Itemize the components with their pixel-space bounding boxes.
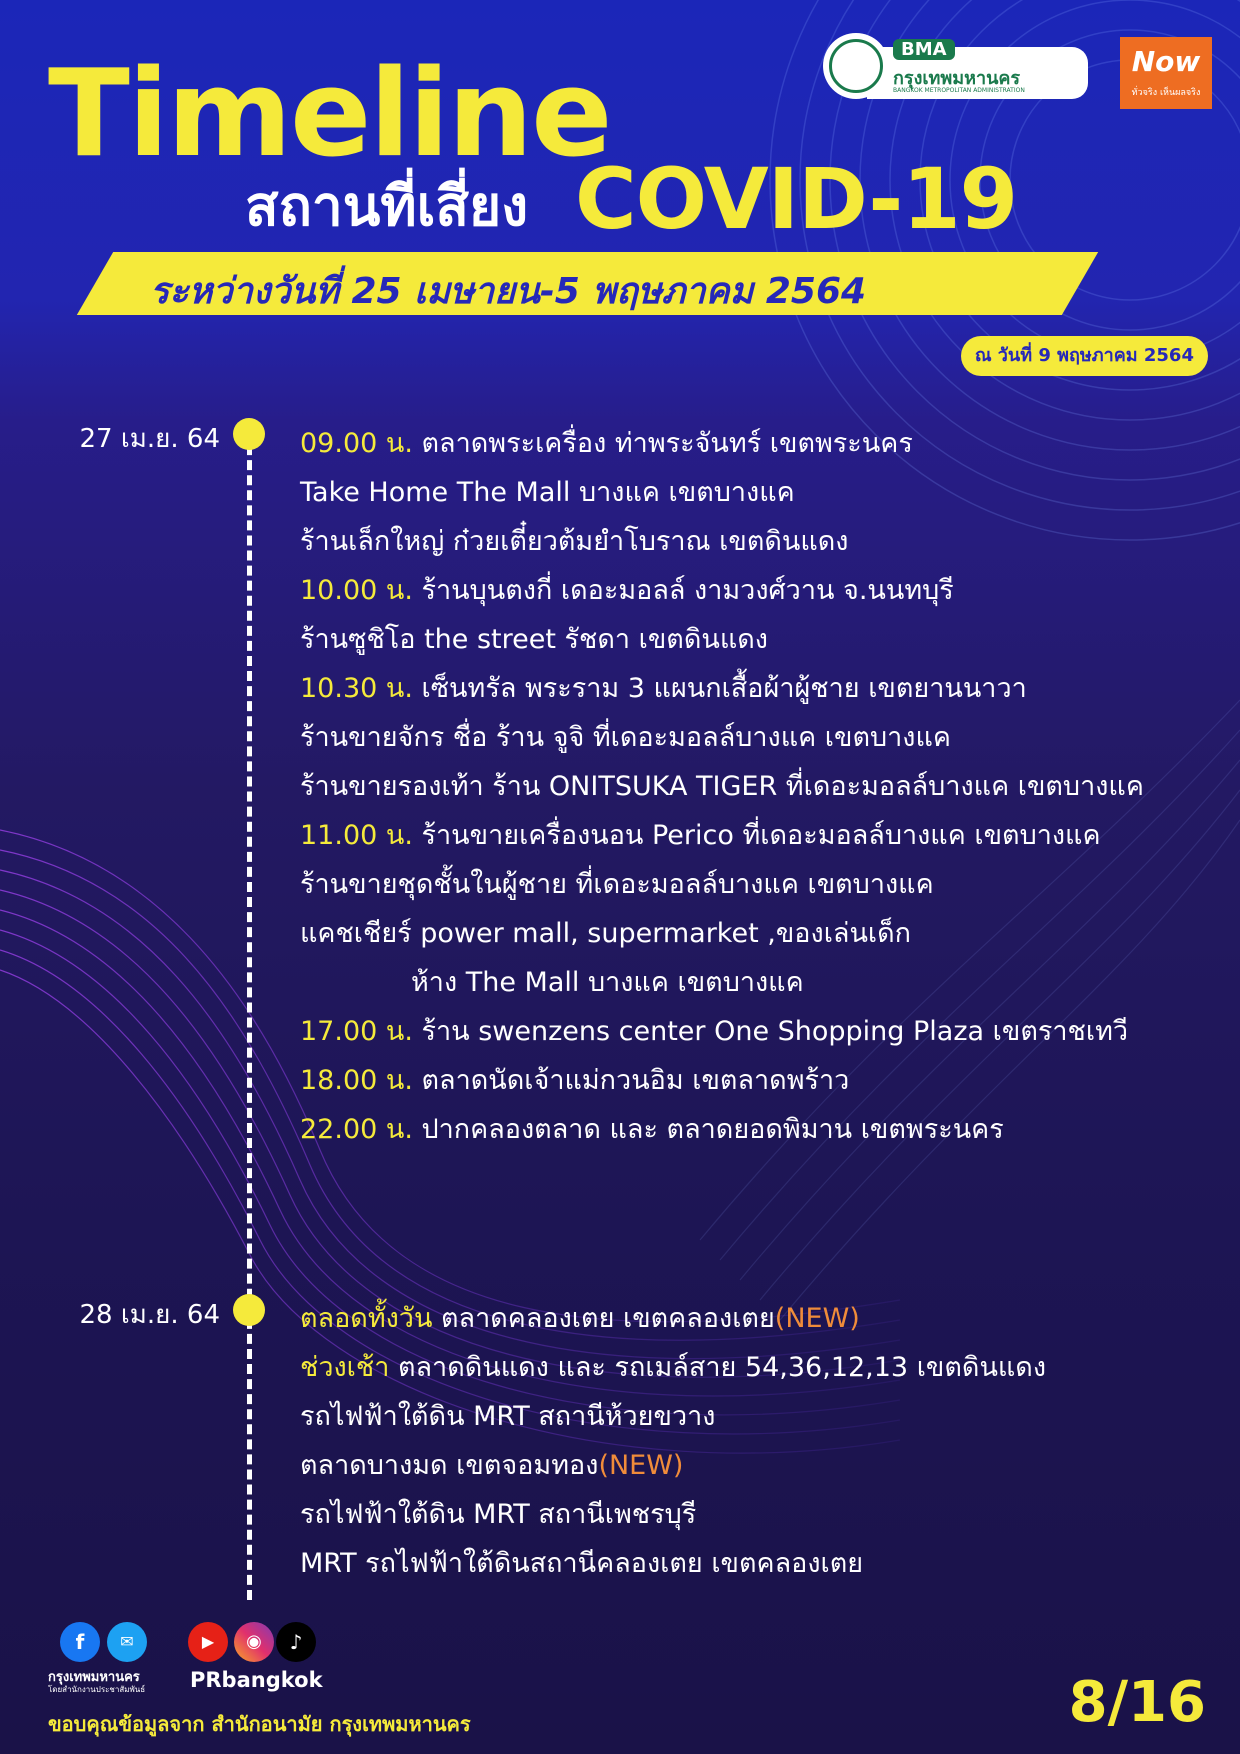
timeline-dot-1	[233, 418, 265, 450]
entry-line	[300, 568, 954, 611]
entry-line: MRT รถไฟฟ้าใต้ดินสถานีคลองเตย เขตคลองเตย	[300, 1548, 864, 1579]
entry-line	[300, 666, 1027, 709]
entry-line	[300, 1296, 860, 1339]
entry-text: ตลาดนัดเจ้าแม่กวนอิม เขตลาดพร้าว	[412, 1065, 850, 1096]
entry-line: ร้านเล็กใหญ่ ก๋วยเตี๋ยวต้มยำโบราณ เขตดินแดง	[300, 526, 849, 557]
subtitle-covid: COVID-19	[575, 150, 1018, 248]
entry-line: ร้านขายชุดชั้นในผู้ชาย ที่เดอะมอลล์บางแค เขตบางแค	[300, 869, 934, 900]
instagram-icon[interactable]: ◉	[234, 1622, 274, 1662]
entry-line: รถไฟฟ้าใต้ดิน MRT สถานีเพชรบุรี	[300, 1499, 697, 1530]
facebook-icon[interactable]: f	[60, 1622, 100, 1662]
timeline-dashed-line	[247, 430, 252, 1600]
entry-line: ร้านซูชิโอ the street รัชดา เขตดินแดง	[300, 624, 768, 655]
timeline-date-1: 27 เม.ย. 64	[79, 424, 220, 454]
entry-line	[300, 1107, 1004, 1150]
bma-name-thai: กรุงเทพมหานคร	[893, 68, 1021, 89]
entry-text: เซ็นทรัล พระราม 3 แผนกเสื้อผ้าผู้ชาย เขตยานนาวา	[412, 673, 1027, 704]
entry-line	[300, 813, 1101, 856]
entry-line	[300, 1009, 1128, 1052]
youtube-icon[interactable]: ▶	[188, 1622, 228, 1662]
entry-line: ห้าง The Mall บางแค เขตบางแค	[411, 967, 804, 998]
now-logo	[1120, 37, 1212, 109]
timeline-dot-2	[233, 1294, 265, 1326]
entry-line	[300, 421, 913, 464]
twitter-icon[interactable]: ✉	[107, 1622, 147, 1662]
bma-name-english: BANGKOK METROPOLITAN ADMINISTRATION	[893, 87, 1025, 94]
footer-gov-name: กรุงเทพมหานคร	[48, 1670, 140, 1685]
entry-line	[300, 1443, 683, 1486]
page-number: 8/16	[1068, 1670, 1206, 1735]
entry-time: 10.30 น.	[300, 673, 413, 704]
new-badge: (NEW)	[598, 1450, 684, 1481]
entry-time: 22.00 น.	[300, 1114, 413, 1145]
entry-line: Take Home The Mall บางแค เขตบางแค	[300, 477, 795, 508]
date-range-text: ระหว่างวันที่ 25 เมษายน-5 พฤษภาคม 2564	[150, 271, 867, 312]
entry-text: ตลาดคลองเตย เขตคลองเตย	[432, 1303, 775, 1334]
entry-time: 09.00 น.	[300, 428, 413, 459]
entry-line: ร้านขายจักร ชื่อ ร้าน จูจิ ที่เดอะมอลล์บางแค เขตบางแค	[300, 722, 951, 753]
entry-text: ตลาดพระเครื่อง ท่าพระจันทร์ เขตพระนคร	[412, 428, 913, 459]
entry-time: 11.00 น.	[300, 820, 413, 851]
entry-text: ตลาดดินแดง และ รถเมล์สาย 54,36,12,13 เขตดินแดง	[389, 1352, 1047, 1383]
entry-text: ร้านบุนตงกี่ เดอะมอลล์ งามวงศ์วาน จ.นนทบุรี	[412, 575, 954, 606]
entry-time: 17.00 น.	[300, 1016, 413, 1047]
entry-period: ช่วงเช้า	[300, 1352, 390, 1383]
page-title: Timeline	[48, 45, 611, 184]
as-of-date-badge: ณ วันที่ 9 พฤษภาคม 2564	[961, 336, 1208, 376]
entry-line: ร้านขายรองเท้า ร้าน ONITSUKA TIGER ที่เดอะมอลล์บางแค เขตบางแค	[300, 771, 1144, 802]
entry-text: ร้าน swenzens center One Shopping Plaza เขตราชเทวี	[412, 1016, 1129, 1047]
now-logo-slogan: ทั่วจริง เห็นผลจริง	[1131, 88, 1201, 98]
entry-time: 18.00 น.	[300, 1065, 413, 1096]
footer-gov-sub: โดยสำนักงานประชาสัมพันธ์	[48, 1685, 146, 1694]
entry-line: แคชเชียร์ power mall, supermarket ,ของเล่นเด็ก	[300, 918, 912, 949]
social-handle: PRbangkok	[190, 1668, 323, 1692]
new-badge: (NEW)	[774, 1303, 860, 1334]
now-logo-text: Now	[1131, 45, 1201, 78]
entry-line	[300, 1345, 1046, 1388]
entry-time: 10.00 น.	[300, 575, 413, 606]
credit-text: ขอบคุณข้อมูลจาก สำนักอนามัย กรุงเทพมหานคร	[48, 1712, 471, 1736]
entry-text: ตลาดบางมด เขตจอมทอง	[300, 1450, 599, 1481]
bma-emblem-icon	[823, 33, 889, 99]
entry-text: ปากคลองตลาด และ ตลาดยอดพิมาน เขตพระนคร	[412, 1114, 1004, 1145]
timeline-date-2: 28 เม.ย. 64	[79, 1300, 220, 1330]
bma-logo	[823, 33, 1088, 99]
tiktok-icon[interactable]: ♪	[276, 1622, 316, 1662]
entry-line: รถไฟฟ้าใต้ดิน MRT สถานีห้วยขวาง	[300, 1401, 716, 1432]
entry-period: ตลอดทั้งวัน	[300, 1303, 433, 1334]
subtitle-thai: สถานที่เสี่ยง	[245, 174, 529, 238]
bma-tag: BMA	[893, 39, 955, 60]
entry-line	[300, 1058, 849, 1101]
entry-text: ร้านขายเครื่องนอน Perico ที่เดอะมอลล์บางแค เขตบางแค	[412, 820, 1101, 851]
